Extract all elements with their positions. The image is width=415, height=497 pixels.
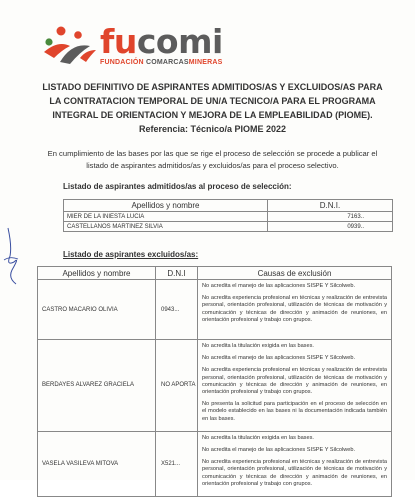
exclusion-cause: No acredita el manejo de las aplicaciones SISPE Y Silcolweb. [202, 283, 356, 289]
header-causes: Causas de exclusión [198, 267, 392, 280]
exclusion-cause: No acredita la titulación exigida en las bases. [202, 343, 314, 349]
table-row [64, 222, 393, 232]
table-row [38, 340, 392, 432]
logo-subtitle: FUNDACIÓN COMARCASMINERAS [100, 59, 223, 66]
logo-mark-icon [40, 22, 98, 66]
admitted-table [63, 199, 393, 232]
applicant-name: CASTRO MACARIO OLIVIA [38, 280, 156, 340]
table-row [64, 212, 393, 222]
excluded-header-row [38, 267, 392, 280]
intro-paragraph: En cumplimiento de las bases por las que se rige el proceso de selección se procede a publicar el listado de aspirantes admitidos/as y excluidos/as para el proceso selectivo. [47, 149, 378, 170]
excluded-heading: Listado de aspirantes excluidos/as: [63, 250, 199, 259]
applicant-name: VASELA VASILEVA MITOVA [38, 431, 156, 496]
exclusion-cause: No acredita el manejo de las aplicaciones SISPE Y Silcolweb. [202, 447, 356, 454]
table-row [38, 280, 392, 340]
header-dni: D.N.I. [267, 200, 392, 212]
fucomi-logo [40, 22, 280, 70]
document-title: LISTADO DEFINITIVO DE ASPIRANTES ADMITIDOS/AS Y EXCLUIDOS/AS PARA LA CONTRATACION TEMPORAL DE UN/A TECNICO/A PARA EL PROGRAMA INTEGRAL DE ORIENTACION Y MEJORA DE LA EMPLEABILIDAD (PIOME). Referencia: Técnico/a PIOME 2022 [42, 82, 383, 134]
exclusion-cause: No presenta la solicitud para participación en el proceso de selección en el modelo establecido en las bases ni la documentación indicada también en las bases. [202, 401, 387, 422]
applicant-dni: X521... [156, 431, 198, 496]
exclusion-cause: No acredita experiencia profesional en técnicas y realización de entrevista personal, orientación profesional, utilización de técnicas de motivación y comunicación y técnicas de dirección y animación de reuniones, en orientación profesional y trabajo con grupos. [202, 295, 387, 323]
applicant-dni: 0939.. [267, 222, 392, 232]
header-dni: D.N.I [156, 267, 198, 280]
header-name: Apellidos y nombre [64, 200, 268, 212]
table-row [38, 431, 392, 496]
applicant-name: CASTELLANOS MARTINEZ SILVIA [64, 222, 268, 232]
applicant-dni: 7163.. [267, 212, 392, 222]
applicant-dni: 0943... [156, 280, 198, 340]
exclusion-cause: No acredita el manejo de las aplicaciones SISPE Y Silcolweb. [202, 355, 356, 362]
applicant-name: MIER DE LA INIESTA LUCIA [64, 212, 268, 222]
exclusion-cause: No acredita la titulación exigida en las bases. [202, 434, 314, 441]
exclusion-causes [198, 280, 392, 340]
exclusion-cause: No acredita experiencia profesional en técnicas y realización de entrevista personal, orientación profesional, utilización de técnicas de motivación y comunicación y técnicas de dirección y animación de reuniones, en orientación profesional y trabajo con grupos. [202, 459, 387, 487]
admitted-header-row [64, 200, 393, 212]
signature-mark [2, 226, 24, 286]
exclusion-causes [198, 431, 392, 496]
exclusion-cause: No acredita experiencia profesional en técnicas y realización de entrevista personal, orientación profesional, utilización de técnicas de motivación y comunicación y técnicas de dirección y animación de reuniones, en orientación profesional y trabajo con grupos. [202, 367, 387, 396]
applicant-name: BERDAYES ALVAREZ GRACIELA [38, 340, 156, 432]
excluded-table [37, 266, 392, 497]
header-name: Apellidos y nombre [38, 267, 156, 280]
applicant-dni: NO APORTA [156, 340, 198, 432]
admitted-heading: Listado de aspirantes admitidos/as al proceso de selección: [63, 182, 292, 191]
exclusion-causes [198, 340, 392, 432]
logo-wordmark: fucomi [100, 22, 223, 61]
